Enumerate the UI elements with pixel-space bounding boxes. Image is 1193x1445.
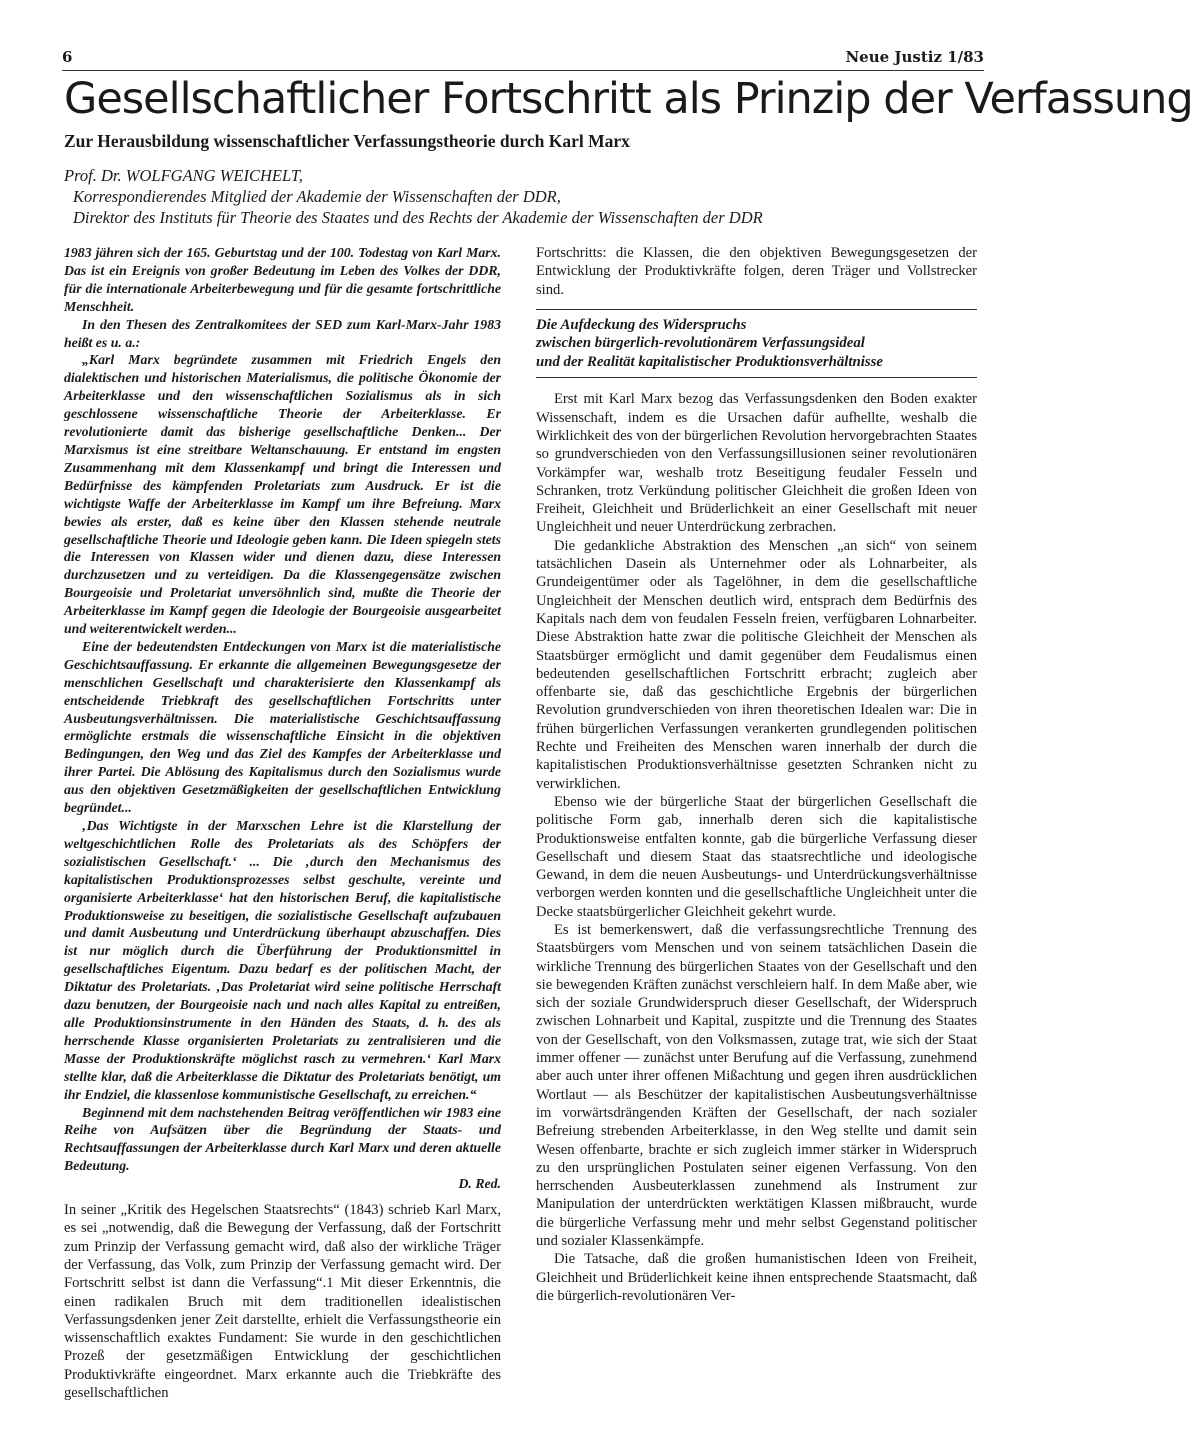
body-paragraph: Ebenso wie der bürgerliche Staat der bürgerlichen Gesellschaft die politische Form gab, innerhalb deren sich die kapitalistische Produktionsweise entfalten konnte, gab die bürgerliche Verfassung dieser Gesellschaft und diesem Staat das staatsrechtliche und ideologische Gewand, in dem die neuen Ausbeutungs- und Unterdrückungsverhältnisse verborgen werden konnten und die gesellschaftliche Ungleichheit unter die Decke staatsbürgerlicher Gleichheit gekehrt wurde. xyxy=(536,793,977,920)
section-heading-line: und der Realität kapitalistischer Produktionsverhältnisse xyxy=(536,353,883,370)
editorial-signature: D. Red. xyxy=(458,1176,501,1192)
editorial-preface xyxy=(64,244,501,1193)
body-paragraph: In seiner „Kritik des Hegelschen Staatsrechts“ (1843) schrieb Karl Marx, es sei „notwendig, daß die Bewegung der Verfassung, daß der Fortschritt zum Prinzip der Verfassung gemacht wird, daß also der wirkliche Träger der Verfassung, das Volk, zum Prinzip der Verfassung gemacht wird. Der Fortschritt selbst ist dann die Verfassung“.1 Mit dieser Erkenntnis, die einen radikalen Bruch mit dem traditionellen idealistischen Verfassungsdenken jener Zeit darstellte, erhielt die Verfassungstheorie ein wissenschaftlich exaktes Fundament: Sie wurde in den geschichtlichen Prozeß der gesetzmäßigen Entwicklung der geschichtlichen Produktivkräfte eingeordnet. Marx erkannte auch die Triebkräfte des gesellschaftlichen xyxy=(64,1202,501,1401)
body-paragraph: Erst mit Karl Marx bezog das Verfassungsdenken den Boden exakter Wissenschaft, indem es die Ursachen dafür aufhellte, weshalb die Wirklichkeit des von der bürgerlichen Revolution hervorgebrachten Staates so grundverschieden von den Verfassungsillusionen seiner revolutionären Vorkämpfer war, weshalb trotz Beseitigung feudaler Fesseln und Schranken, trotz Verkündung politischer Gleichheit die großen Ideen von Freiheit, Gleichheit und Brüderlichkeit an einer Gesellschaft mit neuer Ungleichheit und neuer Unterdrückung zerbrachen. xyxy=(536,391,977,536)
author-line xyxy=(64,165,984,186)
preface-paragraph: In den Thesen des Zentralkomitees der SED zum Karl-Marx-Jahr 1983 heißt es u. a.: xyxy=(64,316,501,350)
author-block xyxy=(64,165,984,228)
author-name: WOLFGANG WEICHELT, xyxy=(125,166,303,185)
author-title: Prof. Dr. xyxy=(64,166,126,185)
page-number: 6 xyxy=(62,48,73,66)
preface-paragraph: Beginnend mit dem nachstehenden Beitrag veröffentlichen wir 1983 eine Reihe von Aufsätzen über die Begründung der Staats- und Rechtsauffassungen der Arbeiterklasse durch Karl Marx und deren aktuelle Bedeutung. xyxy=(64,1104,501,1174)
article-body-left xyxy=(64,1201,501,1402)
section-heading-line: Die Aufdeckung des Widerspruchs xyxy=(536,316,747,333)
article-title: Gesellschaftlicher Fortschritt als Prinzip der Verfassung xyxy=(64,74,1193,124)
body-paragraph: Es ist bemerkenswert, daß die verfassungsrechtliche Trennung des Staatsbürgers vom Menschen und von seinem tatsächlichen Dasein die wirkliche Trennung des bürgerlichen Staates von der Gesellschaft und den sie bewegenden Kräften zunächst verschleiern half. In dem Maße aber, wie sich der soziale Grundwiderspruch dieser Gesellschaft, der Widerspruch zwischen Lohnarbeit und Kapital, zuspitzte und die Trennung des Staates von der Gesellschaft, von den Volksmassen, zutage trat, wie sich der Staat immer offener — zunächst unter Berufung auf die Verfassung, zunehmend aber auch unter ihrer offenen Mißachtung und gegen ihren ausdrücklichen Wortlaut — als Beschützer der kapitalistischen Ausbeutungsverhältnisse im vorwärtsdrängenden Kräften der Gesellschaft, der nach sozialer Befreiung strebenden Arbeiterklasse, in den Weg stellte und damit sein Wesen offenbarte, brachte er sich zugleich immer stärker in Widerspruch zu den ursprünglichen Postulaten seiner eigenen Verfassung. Von den herrschenden Ausbeuterklassen zunehmend als Instrument zur Manipulation der unterdrückten werktätigen Klassen mißbraucht, wurde die bürgerliche Verfassung mehr und mehr selbst Gegenstand politischer und sozialer Klassenkämpfe. xyxy=(536,922,977,1250)
body-paragraph: Fortschritts: die Klassen, die den objektiven Bewegungsgesetzen der Entwicklung der Produktivkräfte folgen, deren Träger und Vollstrecker sind. xyxy=(536,245,977,298)
journal-issue: Neue Justiz 1/83 xyxy=(845,48,984,66)
preface-paragraph: 1983 jähren sich der 165. Geburtstag und der 100. Todestag von Karl Marx. Das ist ein Ereignis von großer Bedeutung im Leben des Volkes der DDR, für die internationale Arbeiterbewegung und für die gesamte fortschrittliche Menschheit. xyxy=(64,245,501,314)
left-column xyxy=(64,244,501,1402)
right-column xyxy=(536,244,977,1305)
preface-quote: Eine der bedeutendsten Entdeckungen von Marx ist die materialistische Geschichtsauffassung. Er erkannte die allgemeinen Bewegungsgesetze der menschlichen Gesellschaft und charakterisierte den Klassenkampf als entscheidende Triebkraft des gesellschaftlichen Fortschritts unter Ausbeutungsverhältnissen. Die materialistische Geschichtsauffassung ermöglichte erstmals die wissenschaftliche Einsicht in die objektiven Bedingungen, den Weg und das Ziel des Kampfes der Arbeiterklasse und ihrer Partei. Die Ablösung des Kapitalismus durch den Sozialismus wurde aus den objektiven Gesetzmäßigkeiten der gesellschaftlichen Entwicklung begründet... xyxy=(64,638,501,816)
section-heading xyxy=(536,309,977,379)
body-paragraph: Die Tatsache, daß die großen humanistischen Ideen von Freiheit, Gleichheit und Brüderlichkeit keine ihnen entsprechende Staatsmacht, daß die bürgerlich-revolutionären Ver- xyxy=(536,1251,977,1304)
section-heading-line: zwischen bürgerlich-revolutionärem Verfassungsideal xyxy=(536,335,865,352)
preface-quote: „Karl Marx begründete zusammen mit Friedrich Engels den dialektischen und historischen Materialismus, die politische Ökonomie der Arbeiterklasse und den wissenschaftlichen Sozialismus als in sich geschlossene wissenschaftliche Theorie der Arbeiterklasse. Er revolutionierte damit das bisherige gesellschaftliche Denken... Der Marxismus ist eine streitbare Weltanschauung. Er entstand im engsten Zusammenhang mit dem Klassenkampf und bringt die Interessen und Bedürfnisse des kämpfenden Proletariats zum Ausdruck. Er ist die wichtigste Waffe der Arbeiterklasse im Kampf um ihre Befreiung. Marx bewies als erster, daß es keine über den Klassen stehende neutrale gesellschaftliche Theorie und Ideologie geben kann. Die Ideen spiegeln stets die Interessen von Klassen wider und dienen dazu, diese Interessen durchzusetzen und zu verteidigen. Da die Klassengegensätze zwischen Bourgeoisie und Proletariat unversöhnlich sind, mußte die Theorie der Arbeiterklasse im Kampf gegen die Ideologie der Bourgeoisie ausgearbeitet und weiterentwickelt werden... xyxy=(64,352,501,637)
author-affiliation-1: Korrespondierendes Mitglied der Akademie der Wissenschaften der DDR, xyxy=(73,187,561,206)
author-affiliation-2: Direktor des Instituts für Theorie des Staates und des Rechts der Akademie der Wissenschaften der DDR xyxy=(73,208,763,227)
body-paragraph: Die gedankliche Abstraktion des Menschen „an sich“ von seinem tatsächlichen Dasein als Unternehmer oder als Lohnarbeiter, als Grundeigentümer oder als Tagelöhner, in dem die gesellschaftliche Ungleichheit der Menschen deutlich wird, entsprach dem Bedürfnis des Kapitals nach dem von feudalen Fesseln freien, verfügbaren Lohnarbeiter. Diese Abstraktion hatte zwar die politische Gleichheit der Menschen als Staatsbürger ermöglicht und damit gegenüber dem Feudalismus einen bedeutenden gesellschaftlichen Fortschritt erbracht; zugleich aber offenbarte sie, daß das geschichtliche Ergebnis der bürgerlichen Revolution grundverschieden von ihren theoretischen Idealen war: Die in frühen bürgerlichen Verfassungen verankerten grundlegenden politischen Rechte und Freiheiten des Menschen waren innerhalb der durch die kapitalistischen Produktionsverhältnisse gesetzten Schranken nicht zu verwirklichen. xyxy=(536,537,977,792)
running-head xyxy=(62,48,984,71)
article-subtitle: Zur Herausbildung wissenschaftlicher Verfassungstheorie durch Karl Marx xyxy=(64,131,630,151)
preface-quote: ‚Das Wichtigste in der Marxschen Lehre ist die Klarstellung der weltgeschichtlichen Rolle des Proletariats als des Schöpfers der sozialistischen Gesellschaft.‘ ... Die ‚durch den Mechanismus des kapitalistischen Produktionsprozesses selbst geschulte, vereinte und organisierte Arbeiterklasse‘ hat den historischen Beruf, die kapitalistische Produktionsweise zu beseitigen, die sozialistische Gesellschaft aufzubauen und damit Ausbeutung und Unterdrückung überhaupt abzuschaffen. Dies ist nur möglich durch die Überführung der Produktionsmittel in gesellschaftliches Eigentum. Dazu bedarf es der politischen Macht, der Diktatur des Proletariats. ‚Das Proletariat wird seine politische Herrschaft dazu benutzen, der Bourgeoisie nach und nach alles Kapital zu entreißen, alle Produktionsinstrumente in den Händen des Staats, d. h. des als herrschende Klasse organisierten Proletariats zu zentralisieren und die Masse der Produktionskräfte möglichst rasch zu vermehren.‘ Karl Marx stellte klar, daß die Arbeiterklasse die Diktatur des Proletariats benötigt, um ihr Endziel, die klassenlose kommunistische Gesellschaft, zu erreichen.“ xyxy=(64,818,501,1102)
